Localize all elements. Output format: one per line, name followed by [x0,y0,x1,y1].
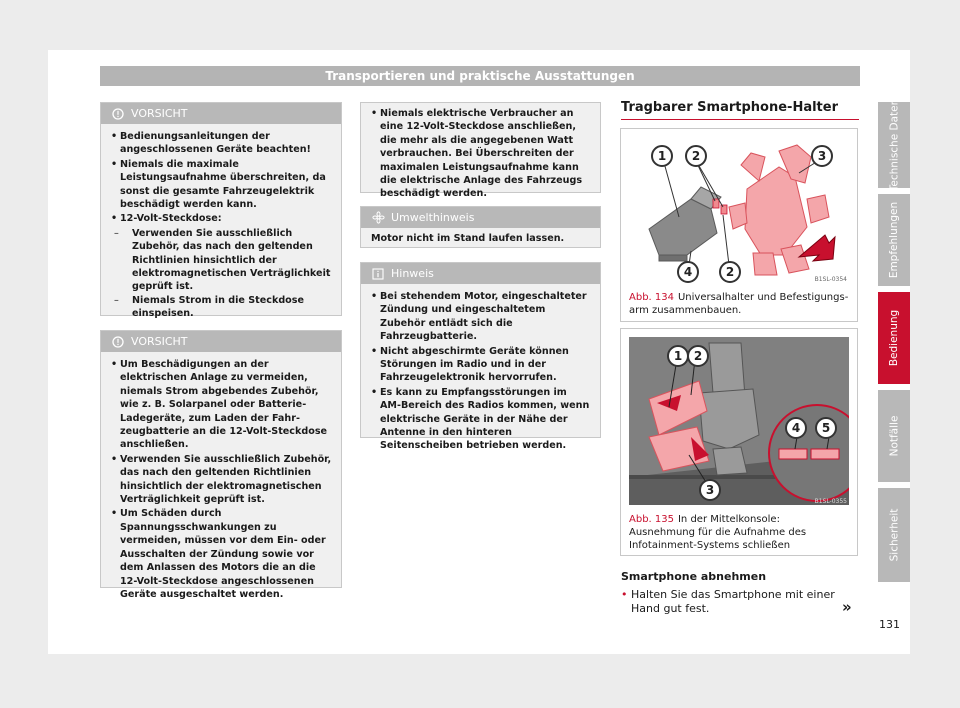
caution-title: VORSICHT [131,107,188,120]
tab-bedienung[interactable] [878,292,910,384]
figure-caption-text: In der Mittelkonsole: Ausnehmung für die Aufnahme des Infotainment-Systems schließen [629,514,807,551]
flower-icon [369,209,387,227]
phone-holder-assembly-image [629,137,849,283]
caution-header [101,331,341,352]
tab-sicherheit[interactable] [878,488,910,582]
caution-subitem: – Niemals Strom in die Steckdose einspeisen. [114,294,332,321]
note-title: Hinweis [391,267,434,280]
callout-5: 5 [815,417,837,439]
image-code: B1SL-0355 [814,498,847,505]
callout-1: 1 [651,145,673,167]
environment-note-text: Motor nicht im Stand laufen lassen. [371,233,565,244]
callout-2: 2 [685,145,707,167]
tab-technische-daten[interactable] [878,98,910,192]
instruction-text: Halten Sie das Smartphone mit einer Hand gut fest. [631,588,835,615]
caution-item: • Bedienungsanleitungen der angeschlossenen Geräte beachten! [111,130,332,157]
callout-4: 4 [785,417,807,439]
callout-3: 3 [699,479,721,501]
figure-caption [621,291,857,325]
tab-label: Notfälle [888,415,901,457]
tab-label: Empfehlungen [888,201,901,279]
caution-item: • 12-Volt-Steckdose: [111,212,332,225]
caution-subitem: – Verwenden Sie ausschließlich Zubehör, das nach den geltenden Richtlinien hinsichtlich der elektromagnetischen Verträglichkeit geprüft ist. [114,227,332,294]
section-title: Tragbarer Smartphone-Halter [621,100,859,120]
figure-label: Abb. 135 [629,514,674,525]
note-item: • Bei stehendem Motor, eingeschalteter Zündung und eingeschaltetem Zubehör entlädt sich die Fahrzeugbatterie. [371,290,591,344]
callout-2: 2 [687,345,709,367]
image-code: B1SL-0354 [814,276,847,283]
caution-item: • Verwenden Sie ausschließlich Zubehör, das nach den geltenden Richtlinien hinsichtlich der elektromagnetischen Verträglichkeit geprüft ist. [111,453,332,507]
caution-box-continued [360,102,601,200]
page-number: 131 [879,618,900,631]
info-icon [369,265,387,283]
caution-title: VORSICHT [131,335,188,348]
tab-label: Technische Daten [888,98,901,192]
figure-134 [620,128,858,322]
instruction-item [621,588,841,616]
continue-marker: » [842,598,852,616]
note-header [361,263,600,284]
caution-header [101,103,341,124]
tab-notfaelle[interactable] [878,390,910,482]
callout-1: 1 [667,345,689,367]
caution-box-2 [100,330,342,600]
bullet: • [621,588,628,601]
callout-4: 4 [677,261,699,283]
note-box [360,262,601,452]
caution-item: • Niemals die maximale Leistungsaufnahme überschreiten, da sonst die gesamte Fahrzeugelektrik beschädigt werden kann. [111,158,332,212]
note-item: • Es kann zu Empfangsstörungen im AM-Bereich des Radios kommen, wenn elektrische Geräte in der Nähe der Antenne in den hinteren Seitenscheiben betrieben werden. [371,386,591,453]
caution-item: • Niemals elektrische Verbraucher an eine 12-Volt-Steckdose anschließen, die mehr als die angegebenen Watt verbrauchen. Bei Überschreiten der maximalen Leistungsaufnahme kann die elektrische Anlage des Fahrzeugs beschädigt werden. [371,107,591,201]
figure-caption-text: Universalhalter und Befestigungsarm zusammenbauen. [629,292,849,316]
environment-note-title: Umwelthinweis [391,211,475,224]
callout-2b: 2 [719,261,741,283]
caution-box-1 [100,102,342,320]
tab-empfehlungen[interactable] [878,194,910,286]
tab-label: Sicherheit [888,508,901,562]
figure-caption [621,513,857,560]
tab-label: Bedienung [888,309,900,367]
environment-note-header [361,207,600,228]
page-header: Transportieren und praktische Ausstattungen [100,66,860,86]
caution-icon [109,333,127,351]
callout-3: 3 [811,145,833,167]
caution-item: • Um Schäden durch Spannungsschwankungen zu vermeiden, müssen vor dem Ein- oder Ausschalten der Zündung sowie vor dem Anlassen des Motors die an die 12-Volt-Steckdose angeschlossenen Geräte ausgeschaltet werden. [111,507,332,601]
caution-icon [109,105,127,123]
caution-item: • Um Beschädigungen an der elektrischen Anlage zu vermeiden, niemals Strom abgebendes Zubehör, wie z. B. Solarpanel oder Batterie-Ladegeräte, zum Laden der Fahrzeugbatterie an die 12-Volt-Steckdose anschließen. [111,358,332,452]
subsection-title: Smartphone abnehmen [621,570,767,583]
environment-note-box [360,206,601,248]
center-console-image [629,337,849,505]
note-item: • Nicht abgeschirmte Geräte können Störungen im Radio und in der Fahrzeugelektronik hervorrufen. [371,345,591,385]
figure-135 [620,328,858,556]
figure-label: Abb. 134 [629,292,674,303]
